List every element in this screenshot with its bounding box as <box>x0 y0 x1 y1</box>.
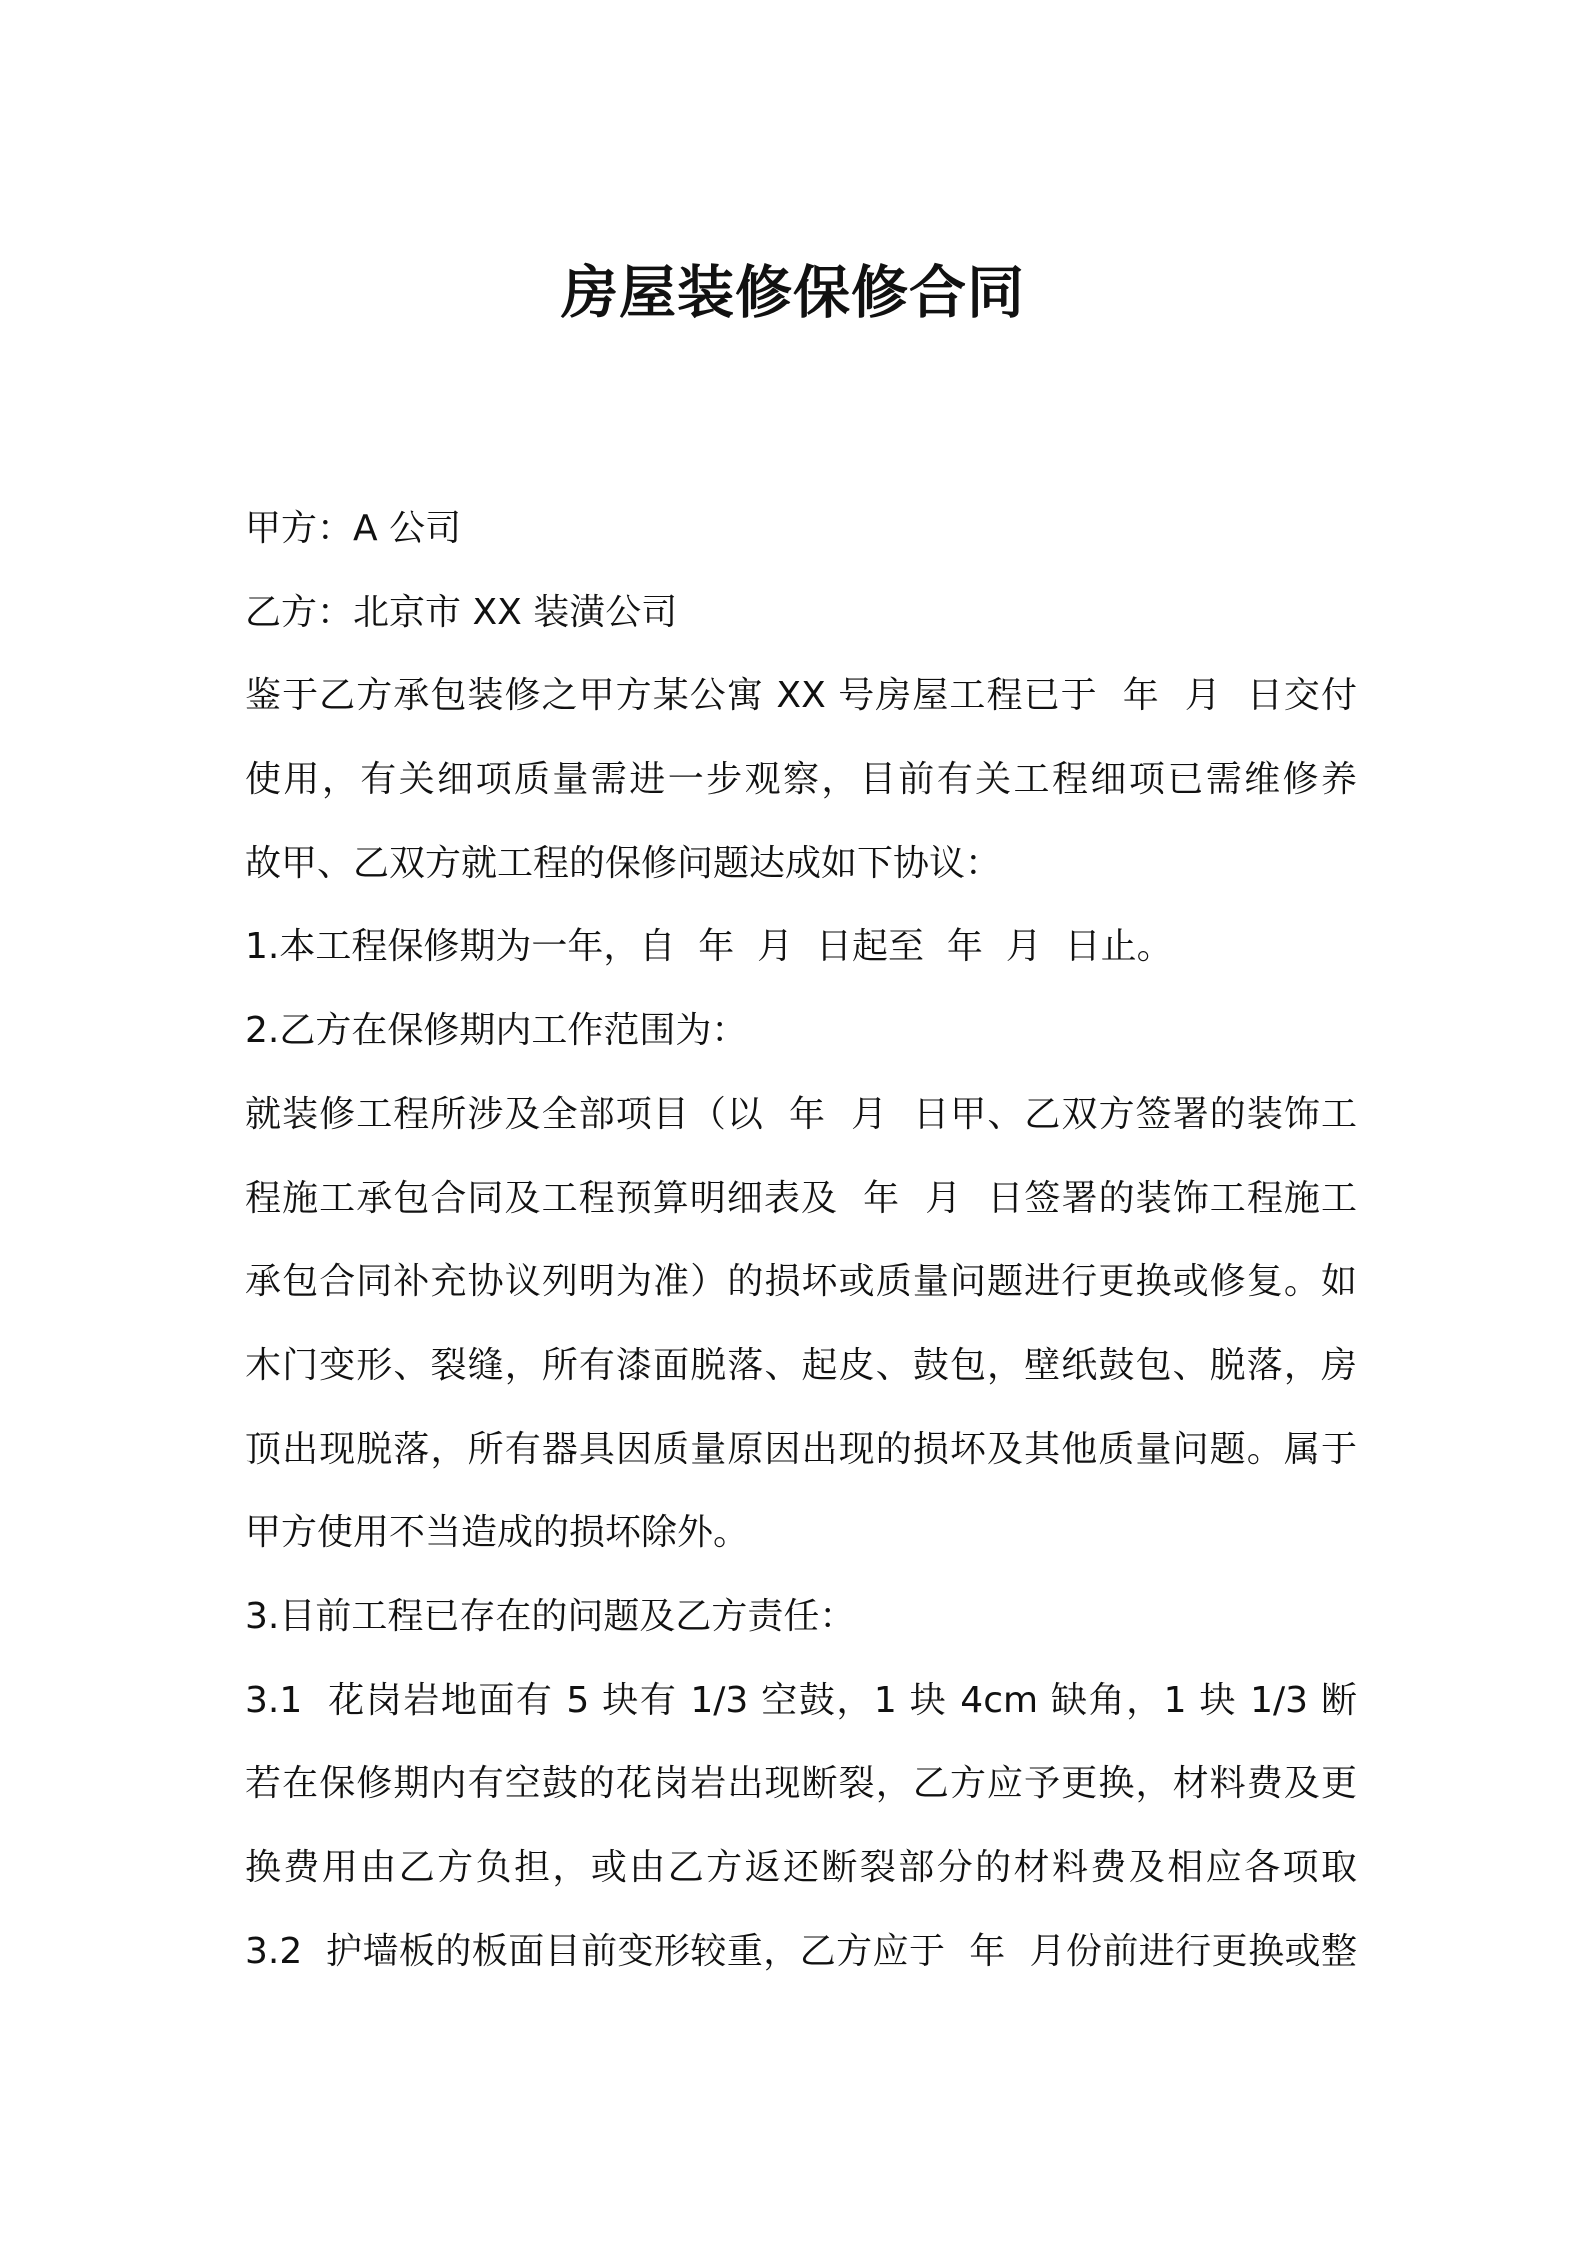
paragraph-line: 鉴于乙方承包装修之甲方某公寓 XX 号房屋工程已于 年 月 日交付 <box>245 675 1357 717</box>
paragraph-line: 就装修工程所涉及全部项目（以 年 月 日甲、乙双方签署的装饰工 <box>245 1093 1357 1135</box>
paragraph-line: 甲方使用不当造成的损坏除外。 <box>245 1512 750 1554</box>
document-body <box>245 487 1357 1993</box>
paragraph-line: 若在保修期内有空鼓的花岗岩出现断裂，乙方应予更换，材料费及更 <box>245 1763 1357 1805</box>
paragraph-line: 承包合同补充协议列明为准）的损坏或质量问题进行更换或修复。如 <box>245 1261 1357 1303</box>
paragraph-line: 使用，有关细项质量需进一步观察，目前有关工程细项已需维修养 <box>245 759 1357 801</box>
document-title: 房屋装修保修合同 <box>561 260 1025 326</box>
clause-2-heading: 2.乙方在保修期内工作范围为： <box>245 1010 748 1052</box>
paragraph-line: 换费用由乙方负担，或由乙方返还断裂部分的材料费及相应各项取 <box>245 1847 1357 1888</box>
clause-1-line: 1.本工程保修期为一年，自 年 月 日起至 年 月 日止。 <box>245 926 1173 968</box>
paragraph-line: 程施工承包合同及工程预算明细表及 年 月 日签署的装饰工程施工 <box>245 1177 1357 1219</box>
paragraph-line: 顶出现脱落，所有器具因质量原因出现的损坏及其他质量问题。属于 <box>245 1428 1357 1470</box>
clause-3-heading: 3.目前工程已存在的问题及乙方责任： <box>245 1595 856 1637</box>
paragraph-line: 故甲、乙双方就工程的保修问题达成如下协议： <box>245 842 1002 884</box>
clause-3-1-line: 3.1 花岗岩地面有 5 块有 1/3 空鼓，1 块 4cm 缺角，1 块 1/3 断 <box>245 1679 1357 1721</box>
party-a-line: 甲方：A 公司 <box>245 508 462 549</box>
party-b-line: 乙方：北京市 XX 装潢公司 <box>245 591 678 633</box>
paragraph-line: 木门变形、裂缝，所有漆面脱落、起皮、鼓包，壁纸鼓包、脱落，房 <box>245 1344 1357 1386</box>
clause-3-2-line: 3.2 护墙板的板面目前变形较重，乙方应于 年 月份前进行更换或整 <box>245 1930 1357 1972</box>
